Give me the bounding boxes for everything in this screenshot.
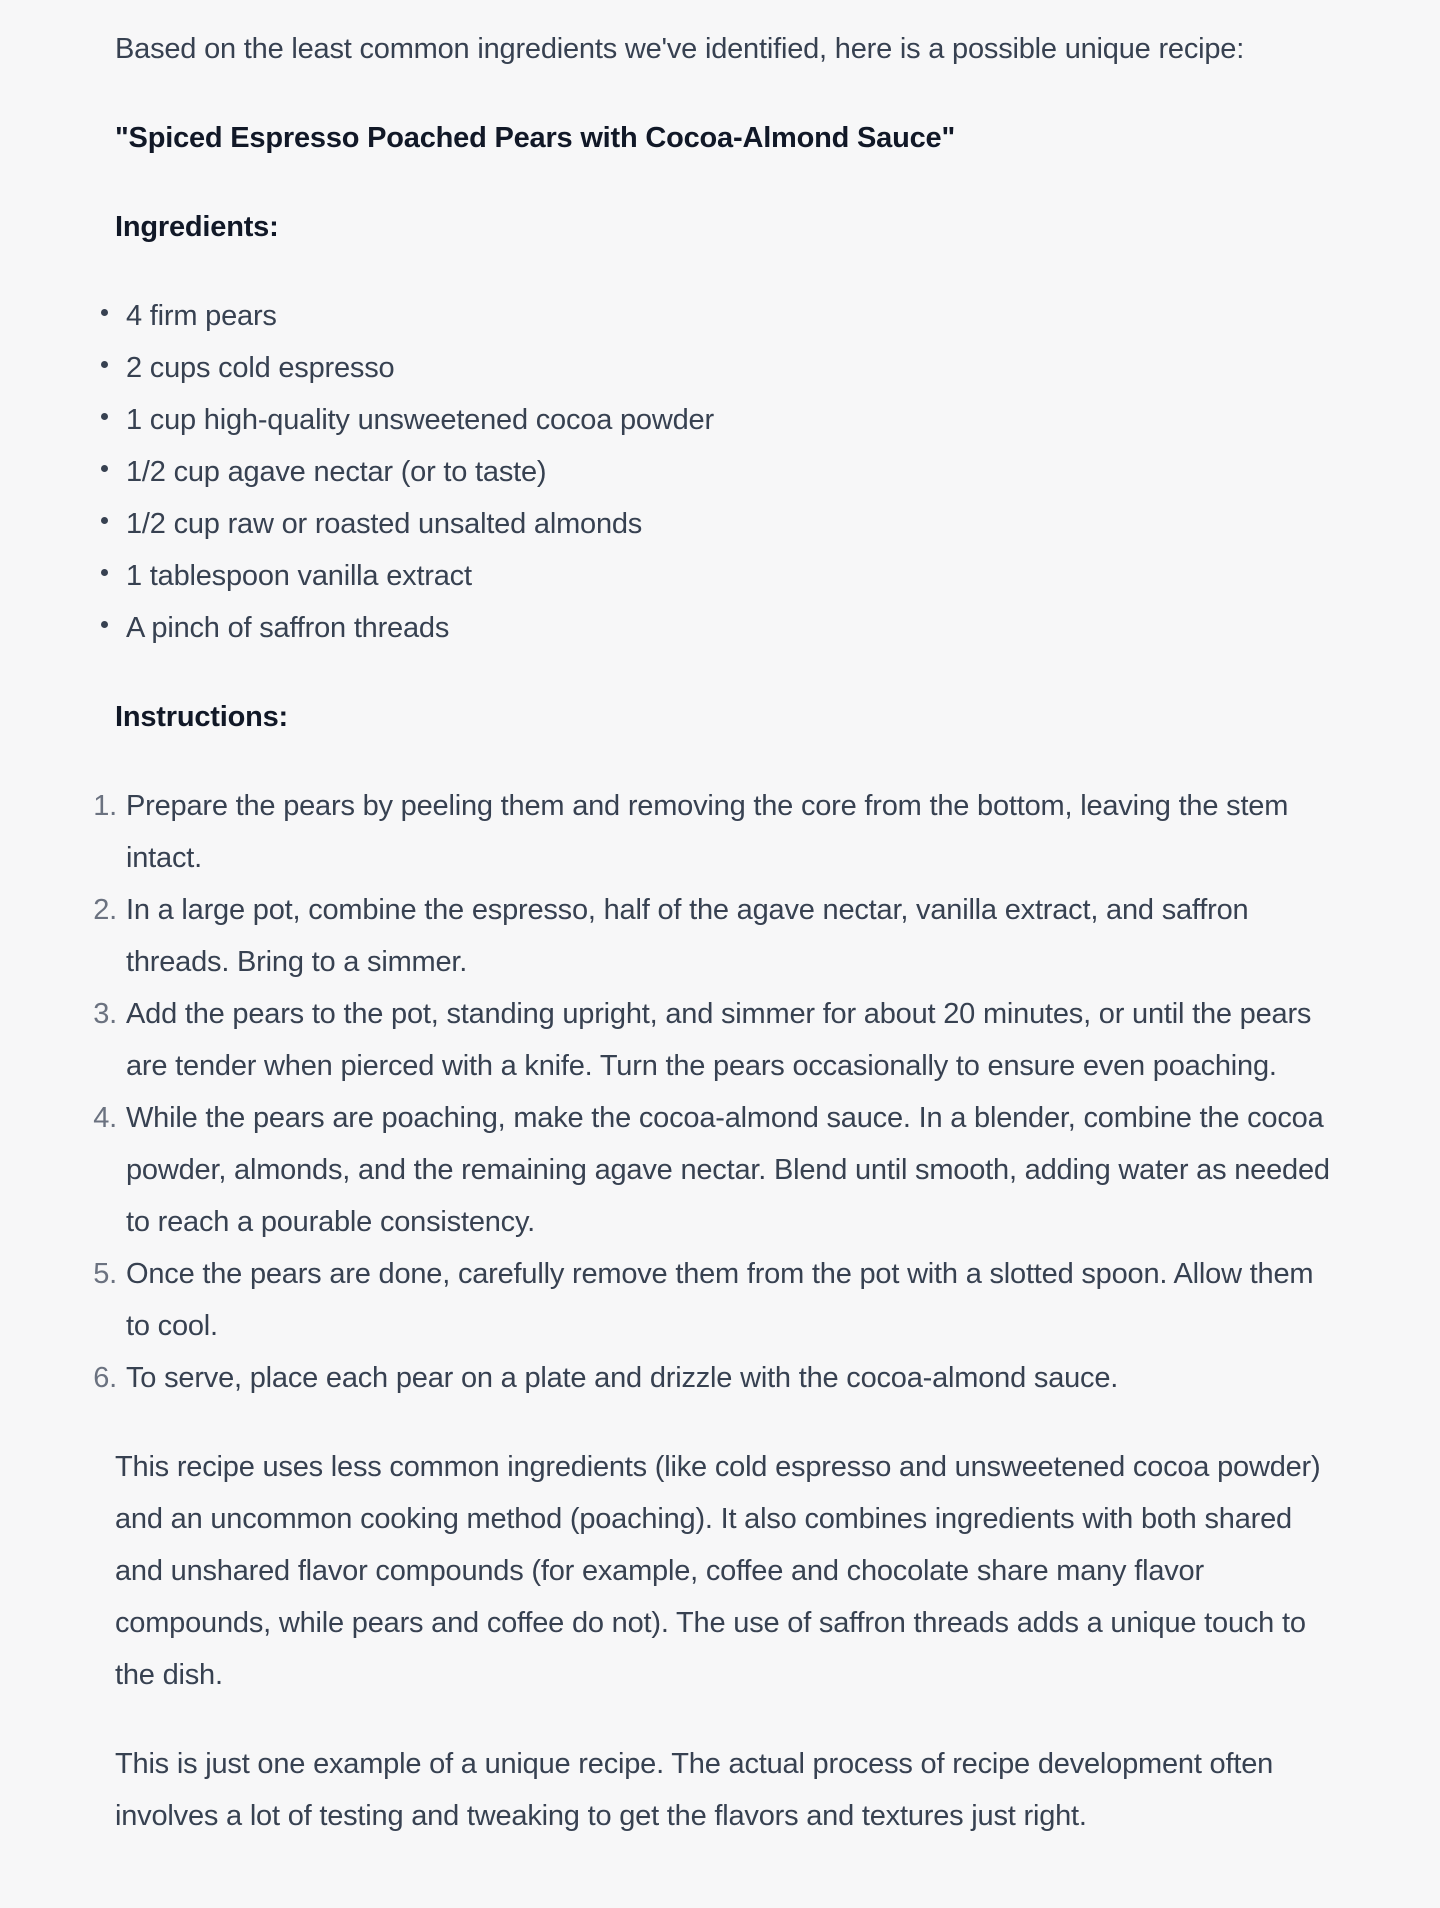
ingredients-list — [115, 290, 1335, 654]
step-number: 2. — [93, 894, 117, 926]
list-item — [115, 602, 1335, 654]
step-text: While the pears are poaching, make the cocoa-almond sauce. In a blender, combine the cocoa powder, almonds, and the remaining agave nectar. Blend until smooth, adding water as needed to reach a pourable consistency. — [126, 1102, 1330, 1238]
ingredient-text: 1/2 cup agave nectar (or to taste) — [126, 456, 547, 488]
step-text: Prepare the pears by peeling them and removing the core from the bottom, leaving the stem intact. — [126, 790, 1289, 874]
bullet-icon — [101, 569, 108, 576]
intro-text: Based on the least common ingredients we've identified, here is a possible unique recipe: — [115, 33, 1245, 65]
bullet-icon — [101, 309, 108, 316]
list-item — [115, 446, 1335, 498]
list-item — [93, 988, 1335, 1092]
bullet-icon — [101, 413, 108, 420]
ingredient-text: 1/2 cup raw or roasted unsalted almonds — [126, 508, 643, 540]
ingredient-text: 1 cup high-quality unsweetened cocoa powder — [126, 404, 714, 436]
bullet-icon — [101, 465, 108, 472]
recipe-title: "Spiced Espresso Poached Pears with Cocoa-Almond Sauce" — [115, 122, 956, 154]
ingredient-text: 1 tablespoon vanilla extract — [126, 560, 472, 592]
ingredient-text: A pinch of saffron threads — [126, 612, 450, 644]
ingredient-text: 4 firm pears — [126, 300, 277, 332]
list-item — [115, 342, 1335, 394]
step-text: To serve, place each pear on a plate and drizzle with the cocoa-almond sauce. — [126, 1362, 1119, 1394]
instructions-heading: Instructions: — [115, 701, 289, 733]
step-number: 6. — [93, 1362, 117, 1394]
bullet-icon — [101, 621, 108, 628]
step-number: 1. — [93, 790, 117, 822]
step-text: Add the pears to the pot, standing upright, and simmer for about 20 minutes, or until the pears are tender when pierced with a knife. Turn the pears occasionally to ensure even poaching. — [126, 998, 1312, 1082]
closing-paragraph-2: This is just one example of a unique recipe. The actual process of recipe development often involves a lot of testing and tweaking to get the flavors and textures just right. — [115, 1748, 1274, 1832]
closing-paragraph-1: This recipe uses less common ingredients (like cold espresso and unsweetened cocoa powder) and an uncommon cooking method (poaching). It also combines ingredients with both shared and unshared flavor compounds (for example, coffee and chocolate share many flavor compounds, while pears and coffee do not). The use of saffron threads adds a unique touch to the dish. — [115, 1451, 1321, 1691]
list-item — [93, 884, 1335, 988]
step-text: In a large pot, combine the espresso, half of the agave nectar, vanilla extract, and saffron threads. Bring to a simmer. — [126, 894, 1249, 978]
list-item — [93, 1092, 1335, 1248]
list-item — [115, 290, 1335, 342]
list-item — [115, 550, 1335, 602]
list-item — [93, 1248, 1335, 1352]
list-item — [115, 394, 1335, 446]
step-text: Once the pears are done, carefully remove them from the pot with a slotted spoon. Allow them to cool. — [126, 1258, 1314, 1342]
step-number: 3. — [93, 998, 117, 1030]
step-number: 5. — [93, 1258, 117, 1290]
list-item — [93, 780, 1335, 884]
step-number: 4. — [93, 1102, 117, 1134]
assistant-message — [93, 0, 1335, 1842]
bullet-icon — [101, 361, 108, 368]
ingredient-text: 2 cups cold espresso — [126, 352, 395, 384]
bullet-icon — [101, 517, 108, 524]
ingredients-heading: Ingredients: — [115, 211, 279, 243]
list-item — [93, 1352, 1335, 1404]
instructions-list — [93, 780, 1335, 1404]
list-item — [115, 498, 1335, 550]
